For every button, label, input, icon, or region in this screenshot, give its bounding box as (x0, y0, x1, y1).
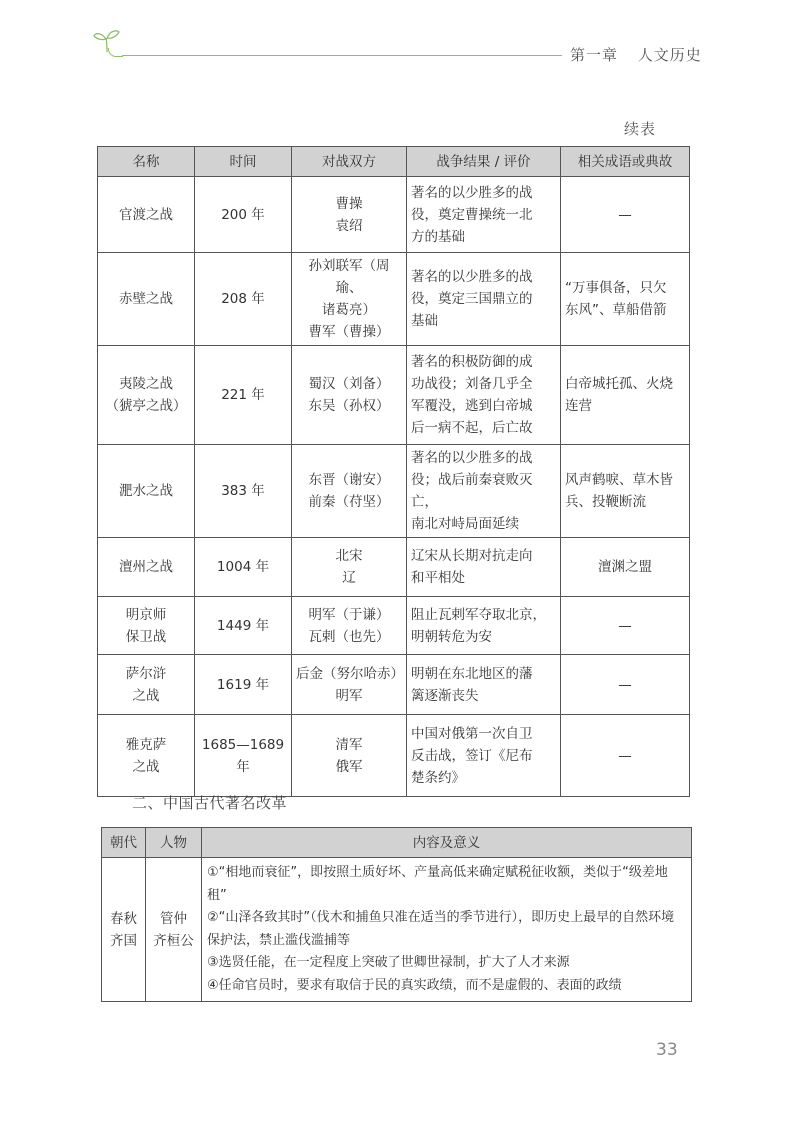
cell-line: 瓦剌（也先） (308, 628, 390, 645)
battle-name-cell (98, 655, 195, 715)
table-row (98, 597, 690, 655)
cell-line: 反击战，签订《尼布 (411, 747, 533, 764)
cell-line: 辽 (342, 570, 356, 586)
cell-line: 澶州之战 (119, 559, 173, 575)
battle-name-cell (98, 177, 195, 253)
col-header-idiom: 相关成语或典故 (561, 147, 690, 177)
table-row (98, 253, 690, 346)
battle-idiom-cell (561, 538, 690, 597)
battle-idiom-cell (561, 655, 690, 715)
battle-name-cell (98, 346, 195, 445)
cell-line: 楚条约》 (411, 769, 465, 786)
continued-label: 续表 (624, 120, 657, 138)
table-row (98, 655, 690, 715)
battle-idiom-cell (561, 177, 690, 253)
cell-line: 白帝城托孤、火烧 (565, 376, 673, 392)
cell-line: 俄军 (335, 758, 363, 775)
battle-time-cell: 1449 年 (195, 597, 292, 655)
page-header (0, 0, 800, 70)
battle-sides-cell (292, 655, 407, 715)
col-header-person: 人物 (146, 828, 202, 858)
cell-line: 中国对俄第一次自卫 (411, 725, 533, 742)
cell-line: 风声鹤唳、草木皆 (565, 472, 673, 488)
col-header-name: 名称 (98, 147, 195, 177)
cell-line: 澶渊之盟 (598, 559, 652, 575)
battle-sides-cell (292, 253, 407, 346)
battle-idiom-cell (561, 346, 690, 445)
cell-line: 著名的积极防御的成 (411, 354, 533, 370)
battle-sides-cell (292, 597, 407, 655)
table-row (98, 177, 690, 253)
cell-line: 方的基础 (411, 228, 465, 245)
cell-line: 之战 (132, 687, 160, 704)
battle-result-cell (407, 538, 561, 597)
cell-line: 前秦（苻坚） (308, 494, 390, 510)
cell-line: 著名的以少胜多的战 (411, 184, 533, 201)
dynasty-cell (102, 858, 146, 1002)
cell-line: 淝水之战 (119, 483, 173, 499)
cell-line: 连营 (565, 398, 592, 414)
col-header-time: 时间 (195, 147, 292, 177)
battle-name-cell (98, 538, 195, 597)
battle-name-cell (98, 253, 195, 346)
chapter-name: 人文历史 (637, 46, 702, 64)
cell-line: 赤壁之战 (119, 291, 173, 307)
cell-line: 后一病不起，后亡故 (411, 420, 533, 436)
header-rule (122, 55, 562, 56)
cell-line: 和平相处 (411, 570, 465, 586)
cell-line: 著名的以少胜多的战 (411, 269, 533, 285)
cell-line: — (618, 676, 632, 693)
reform-item: ③选贤任能，在一定程度上突破了世卿世禄制，扩大了人才来源 (207, 955, 570, 970)
reform-item: ④任命官员时，要求有取信于民的真实政绩，而不是虚假的、表面的政绩 (207, 977, 622, 993)
col-header-result: 战争结果 / 评价 (407, 147, 561, 177)
person-cell (146, 858, 202, 1002)
cell-line: — (618, 747, 632, 764)
cell-line: 篱逐渐丧失 (411, 687, 479, 704)
cell-line: 齐国 (110, 932, 137, 949)
cell-line: “万事俱备，只欠 (565, 280, 667, 296)
battle-sides-cell (292, 346, 407, 445)
table-row (98, 445, 690, 538)
cell-line: — (618, 617, 632, 634)
header-rule-curl (108, 48, 123, 57)
battle-idiom-cell (561, 597, 690, 655)
battle-time-cell: 208 年 (195, 253, 292, 346)
cell-line: 之战 (132, 758, 160, 775)
col-header-sides: 对战双方 (292, 147, 407, 177)
cell-line: 南北对峙局面延续 (411, 516, 519, 532)
cell-line: 官渡之战 (119, 206, 173, 223)
battle-result-cell (407, 445, 561, 538)
battle-time-cell: 1685—1689 年 (195, 715, 292, 797)
cell-line: 基础 (411, 313, 438, 329)
cell-line: 诸葛亮） (322, 302, 376, 318)
cell-line: 役；战后前秦衰败灭亡， (411, 472, 533, 510)
battle-sides-cell (292, 445, 407, 538)
battles-table (97, 146, 690, 797)
cell-line: 清军 (335, 736, 363, 753)
battle-result-cell (407, 346, 561, 445)
cell-line: 军覆没，逃到白帝城 (411, 398, 533, 414)
battle-sides-cell (292, 715, 407, 797)
cell-line: 明军 (335, 687, 363, 704)
cell-line: 蜀汉（刘备） (308, 376, 390, 392)
battle-result-cell (407, 655, 561, 715)
battle-time-cell: 383 年 (195, 445, 292, 538)
cell-line: 齐桓公 (153, 932, 194, 949)
battle-sides-cell (292, 177, 407, 253)
cell-line: 东吴（孙权） (308, 398, 390, 414)
cell-line: 兵、投鞭断流 (565, 494, 646, 510)
battle-time-cell: 1004 年 (195, 538, 292, 597)
cell-line: 曹军（曹操） (308, 324, 390, 340)
battle-idiom-cell (561, 445, 690, 538)
col-header-content: 内容及意义 (202, 828, 692, 858)
cell-line: 管仲 (160, 910, 187, 927)
cell-line: — (618, 206, 632, 223)
cell-line: 著名的以少胜多的战 (411, 450, 533, 466)
chapter-title (570, 44, 702, 65)
cell-line: 明军（于谦） (308, 606, 390, 623)
table-row (98, 715, 690, 797)
table-row (98, 346, 690, 445)
reforms-header-row (102, 828, 692, 858)
cell-line: 萨尔浒 (125, 665, 167, 682)
battle-time-cell: 1619 年 (195, 655, 292, 715)
reform-item: ①“相地而衰征”，即按照土质好坏、产量高低来确定赋税征收额，类似于“级差地租” (207, 865, 668, 903)
battles-header-row (98, 147, 690, 177)
cell-line: 东晋（谢安） (308, 472, 390, 488)
cell-line: 保卫战 (125, 628, 167, 645)
cell-line: 夷陵之战 (119, 376, 173, 392)
battle-sides-cell (292, 538, 407, 597)
cell-line: 功战役；刘备几乎全 (411, 376, 533, 392)
table-row (98, 538, 690, 597)
page-number: 33 (656, 1040, 678, 1060)
battle-time-cell: 200 年 (195, 177, 292, 253)
battle-result-cell (407, 597, 561, 655)
battle-name-cell (98, 445, 195, 538)
battle-result-cell (407, 715, 561, 797)
cell-line: 孙刘联军（周瑜、 (308, 258, 390, 296)
cell-line: （猇亭之战） (105, 398, 187, 414)
battle-idiom-cell (561, 715, 690, 797)
section-title: 二、中国古代著名改革 (132, 794, 288, 812)
cell-line: 役，奠定曹操统一北 (411, 206, 533, 223)
cell-line: 明朝在东北地区的藩 (411, 665, 533, 682)
battle-time-cell: 221 年 (195, 346, 292, 445)
cell-line: 春秋 (110, 910, 137, 927)
battle-name-cell (98, 715, 195, 797)
battle-result-cell (407, 253, 561, 346)
cell-line: 曹操 (335, 195, 363, 212)
reform-item: ②“山泽各致其时”（伐木和捕鱼只准在适当的季节进行），即历史上最早的自然环境保护法，禁止滥伐滥捕等 (207, 910, 675, 948)
col-header-dynasty: 朝代 (102, 828, 146, 858)
cell-line: 辽宋从长期对抗走向 (411, 548, 533, 564)
cell-line: 后金（努尔哈赤） (296, 665, 404, 682)
chapter-number: 第一章 (570, 46, 619, 64)
cell-line: 阻止瓦剌军夺取北京， (411, 606, 546, 623)
cell-line: 袁绍 (335, 217, 363, 234)
cell-line: 役，奠定三国鼎立的 (411, 291, 533, 307)
content-cell (202, 858, 692, 1002)
battle-result-cell (407, 177, 561, 253)
reforms-table (101, 827, 692, 1002)
cell-line: 北宋 (335, 548, 363, 564)
table-row (102, 858, 692, 1002)
battle-name-cell (98, 597, 195, 655)
cell-line: 明朝转危为安 (411, 628, 492, 645)
cell-line: 明京师 (125, 606, 167, 623)
cell-line: 东风”、草船借箭 (565, 302, 667, 318)
battle-idiom-cell (561, 253, 690, 346)
cell-line: 雅克萨 (125, 736, 167, 753)
